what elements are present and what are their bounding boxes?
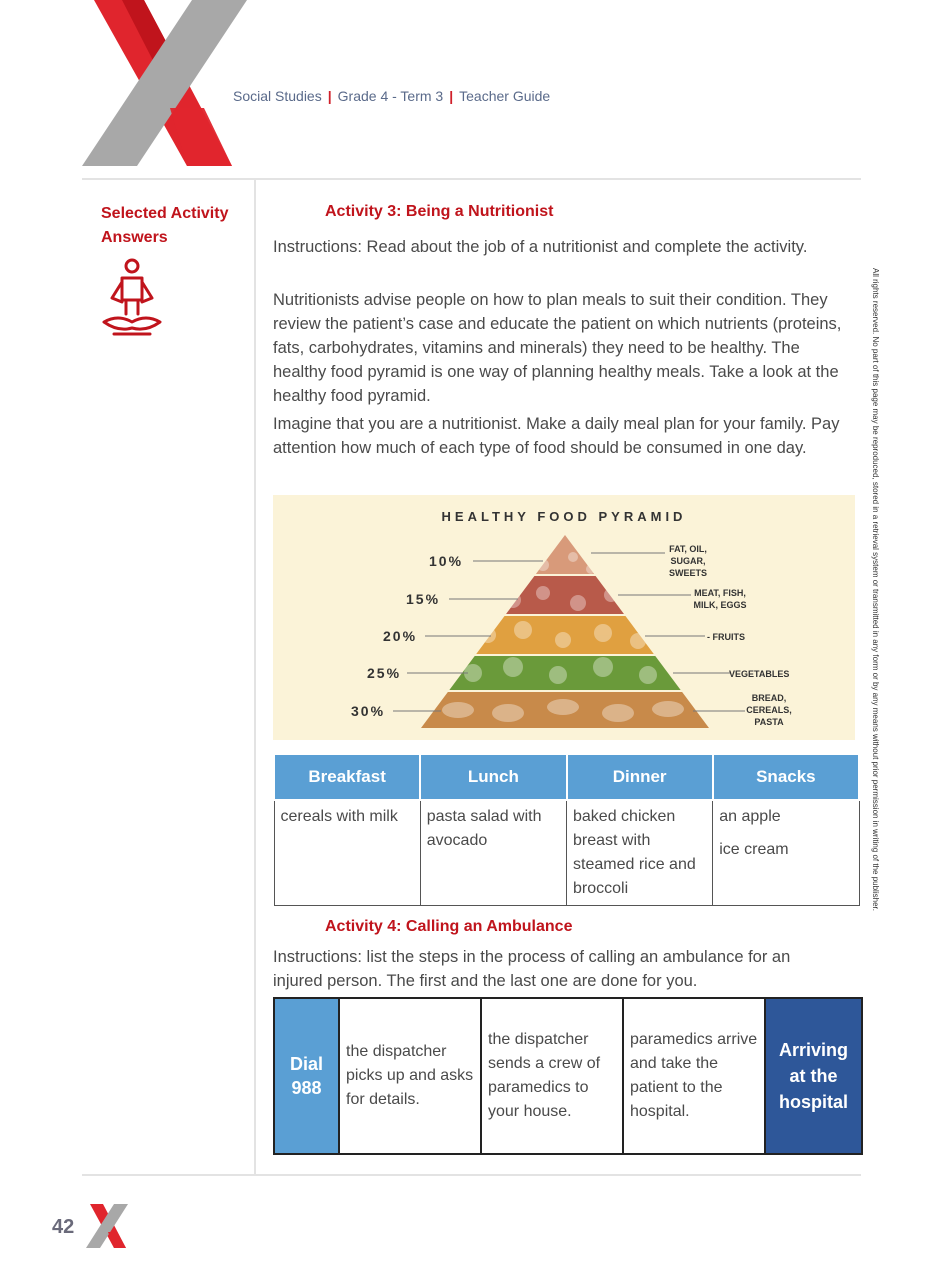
- cell-snacks: [713, 800, 859, 906]
- cell-dinner: baked chicken breast with steamed rice and broccoli: [567, 800, 713, 906]
- header-snacks: Snacks: [713, 754, 859, 800]
- pyramid-percent-15: 15%: [406, 591, 441, 607]
- brand-logo: [82, 0, 247, 166]
- table-row: [274, 800, 859, 906]
- header-separator: |: [449, 88, 454, 104]
- header-breakfast: Breakfast: [274, 754, 420, 800]
- meditation-person-icon: [100, 258, 164, 340]
- pyramid-label-fats: FAT, OIL, SUGAR, SWEETS: [668, 544, 707, 578]
- pyramid-title: HEALTHY FOOD PYRAMID: [441, 509, 687, 524]
- pyramid-label-bread: BREAD, CEREALS, PASTA: [746, 693, 792, 727]
- sidebar-title-line1: Selected Activity: [101, 205, 229, 222]
- header-dinner: Dinner: [567, 754, 713, 800]
- activity4-heading: Activity 4: Calling an Ambulance: [325, 918, 573, 935]
- header-separator: |: [327, 88, 332, 104]
- header-subject: Social Studies: [233, 88, 322, 104]
- pyramid-percent-25: 25%: [367, 665, 402, 681]
- header-guide: Teacher Guide: [459, 88, 551, 104]
- step-2: the dispatcher picks up and asks for details.: [339, 998, 481, 1154]
- meal-plan-table: [273, 753, 860, 906]
- header-grade: Grade 4 - Term 3: [337, 88, 444, 104]
- food-pyramid-figure: [273, 495, 855, 740]
- pyramid-percent-30: 30%: [351, 703, 386, 719]
- pyramid-label-fruits: - FRUITS: [707, 632, 745, 642]
- activity3-heading: Activity 3: Being a Nutritionist: [325, 203, 554, 220]
- step-1: Dial 988: [274, 998, 339, 1154]
- step-3: the dispatcher sends a crew of paramedics to your house.: [481, 998, 623, 1154]
- activity3-paragraph2: Imagine that you are a nutritionist. Make a daily meal plan for your family. Pay attention how much of each type of food should be consumed in one day.: [273, 415, 840, 457]
- activity4-instructions: Instructions: list the steps in the process of calling an ambulance for an injured person. The first and the last one are done for you.: [273, 948, 791, 990]
- sidebar-title-line2: Answers: [101, 229, 168, 246]
- meal-table-header: [274, 754, 859, 800]
- table-row: [274, 998, 862, 1154]
- pyramid-label-meat: MEAT, FISH, MILK, EGGS: [693, 588, 747, 610]
- pyramid-percent-20: 20%: [383, 628, 418, 644]
- footer-logo: [86, 1204, 128, 1248]
- snack-item: ice cream: [719, 841, 789, 858]
- cell-lunch: pasta salad with avocado: [420, 800, 566, 906]
- header-lunch: Lunch: [420, 754, 566, 800]
- page-header: [233, 88, 550, 104]
- copyright-notice: All rights reserved. No part of this page may be reproduced, stored in a retrieval system or transmitted in any form or by any means without prior permission in writing of the publisher.: [871, 268, 880, 911]
- column-divider: [254, 180, 256, 1175]
- top-divider: [82, 178, 861, 180]
- pyramid-label-vegetables: VEGETABLES: [729, 669, 790, 679]
- step-5: Arriving at the hospital: [765, 998, 862, 1154]
- activity3-paragraph1: Nutritionists advise people on how to plan meals to suit their condition. They review the patient’s case and educate the patient on which nutrients (proteins, fats, carbohydrates, vitamins and minerals) they need to be healthy. The healthy food pyramid is one way of planning healthy meals. Take a look at the healthy food pyramid.: [273, 291, 842, 405]
- pyramid-percent-10: 10%: [429, 553, 464, 569]
- cell-breakfast: cereals with milk: [274, 800, 420, 906]
- bottom-divider: [82, 1174, 861, 1176]
- page-number: 42: [52, 1216, 75, 1238]
- step-4: paramedics arrive and take the patient to the hospital.: [623, 998, 765, 1154]
- ambulance-steps-table: [273, 997, 863, 1155]
- sidebar-title: [101, 202, 251, 250]
- activity3-instructions: Instructions: Read about the job of a nutritionist and complete the activity.: [273, 238, 808, 256]
- snack-item: an apple: [719, 808, 781, 825]
